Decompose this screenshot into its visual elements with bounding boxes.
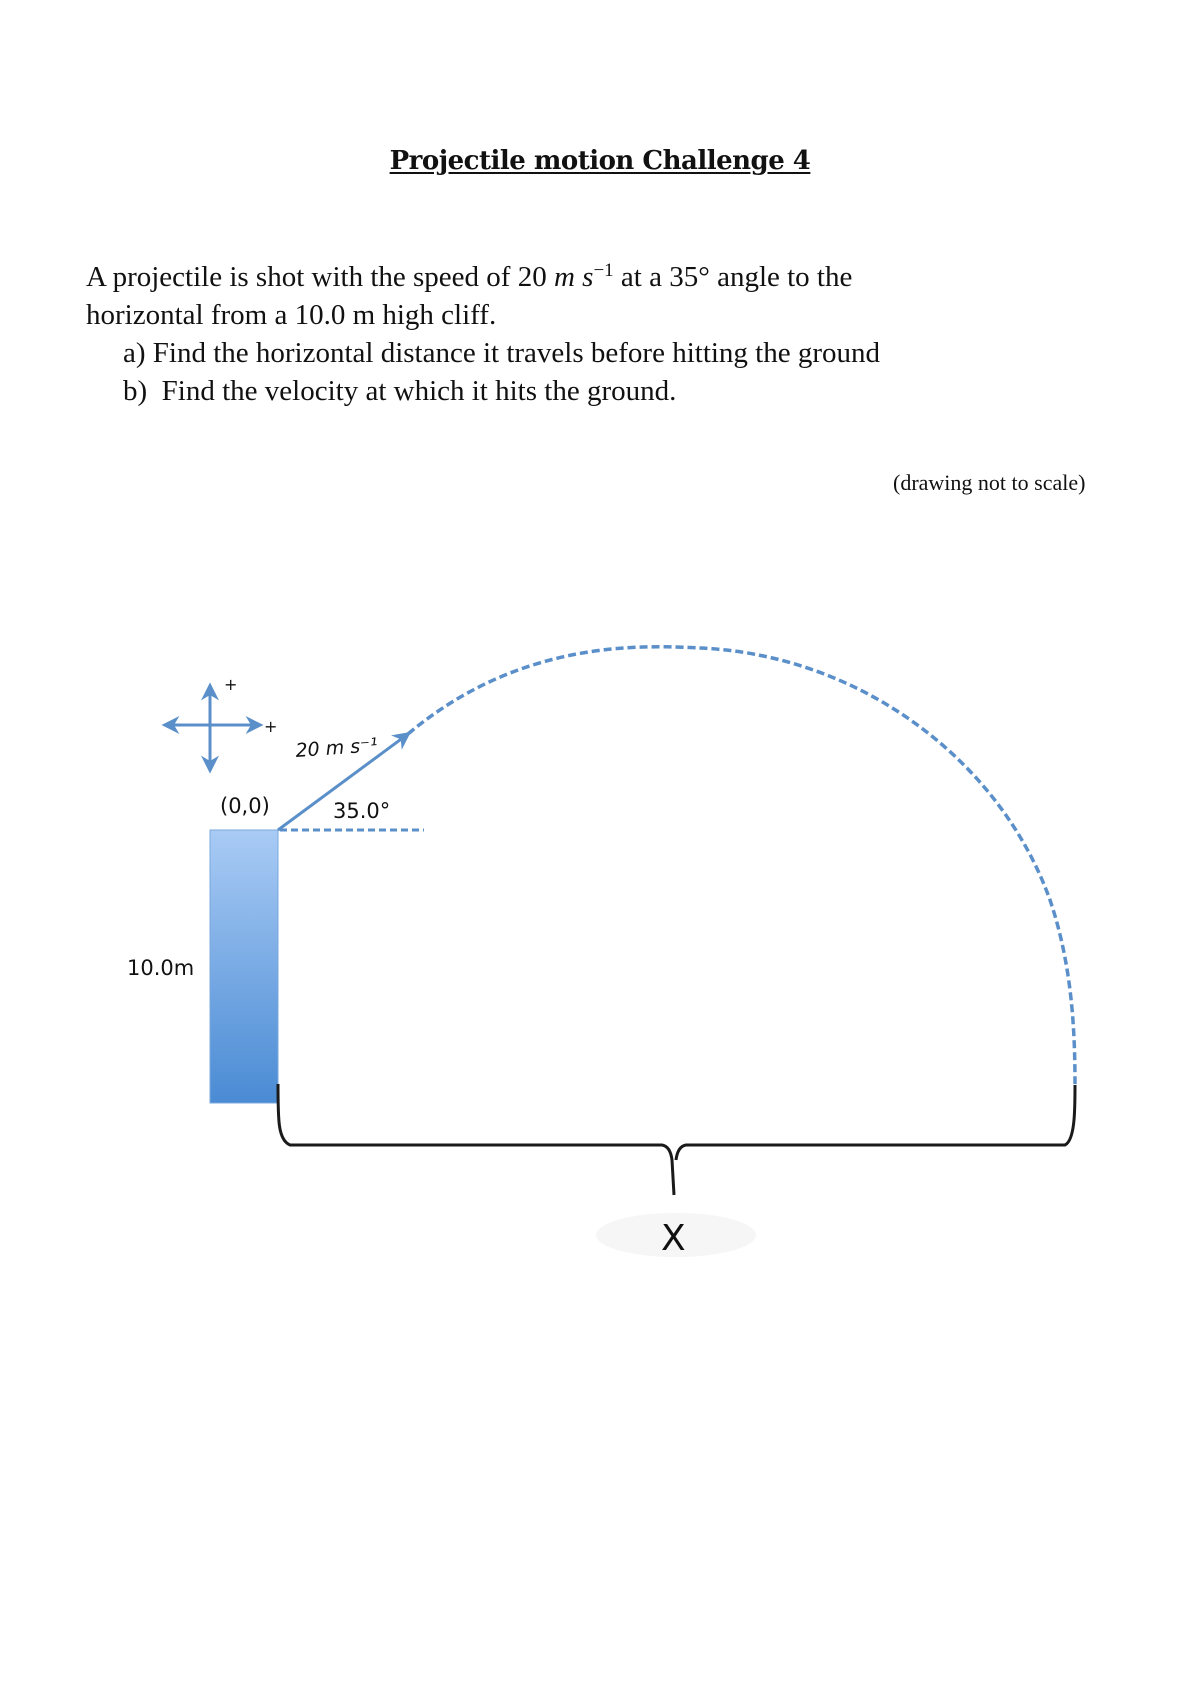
scale-note: (drawing not to scale) (893, 470, 1086, 495)
question-a: a) Find the horizontal distance it travels before hitting the ground (123, 337, 881, 369)
problem-line-1: A projectile is shot with the speed of 20 m $s^{-1}$ at a 35° angle to the (86, 260, 853, 293)
speed-label: 20 m s⁻¹ (294, 734, 379, 762)
cliff-block (210, 830, 278, 1103)
question-b: b) Find the velocity at which it hits the ground. (123, 375, 677, 407)
axis-cross-icon (165, 686, 260, 770)
problem-line-2: horizontal from a 10.0 m high cliff. (86, 299, 497, 331)
origin-label: (0,0) (220, 794, 270, 818)
range-label: X (661, 1218, 686, 1259)
trajectory-path (408, 647, 1075, 1085)
page-title: Projectile motion Challenge 4 (389, 146, 811, 176)
axis-plus-y-label: + (224, 675, 238, 694)
range-brace (278, 1084, 1075, 1195)
axis-plus-x-label: + (264, 717, 278, 736)
angle-label: 35.0° (333, 799, 391, 823)
height-label: 10.0m (127, 956, 195, 980)
